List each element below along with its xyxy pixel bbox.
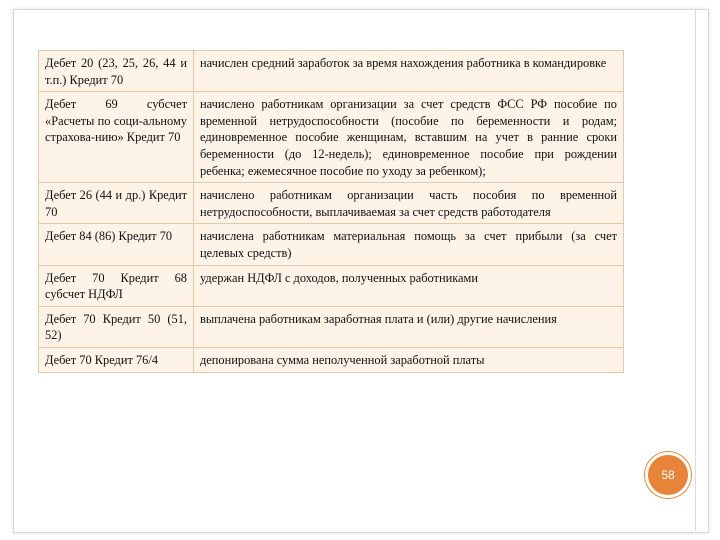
- table-row: [39, 347, 624, 372]
- account-cell: Дебет 84 (86) Кредит 70: [39, 224, 194, 265]
- description-cell: начислена работникам материальная помощь за счет прибыли (за счет целевых средств): [194, 224, 624, 265]
- postings-table-container: [38, 50, 624, 373]
- account-cell: Дебет 70 Кредит 68 субсчет НДФЛ: [39, 265, 194, 306]
- account-cell: Дебет 26 (44 и др.) Кредит 70: [39, 183, 194, 224]
- description-cell: начислено работникам организации часть пособия по временной нетрудоспособности, выплачиваемая за счет средств работодателя: [194, 183, 624, 224]
- table-row: [39, 265, 624, 306]
- table-row: [39, 51, 624, 92]
- slide-right-border: [695, 9, 708, 531]
- account-cell: Дебет 20 (23, 25, 26, 44 и т.п.) Кредит 70: [39, 51, 194, 92]
- table-row: [39, 92, 624, 183]
- postings-table: [38, 50, 624, 373]
- table-row: [39, 183, 624, 224]
- description-cell: депонирована сумма неполученной заработной платы: [194, 347, 624, 372]
- account-cell: Дебет 70 Кредит 76/4: [39, 347, 194, 372]
- description-cell: начислено работникам организации за счет средств ФСС РФ пособие по временной нетрудоспособности (пособие по беременности и родам; единовременное пособие женщинам, вставшим на учет в ранние сроки беременности (до 12-недель); единовременное пособие при рождении ребенка; ежемесячное пособие по уходу за ребенком);: [194, 92, 624, 183]
- page-number-badge: 58: [645, 452, 691, 498]
- table-row: [39, 224, 624, 265]
- account-cell: Дебет 70 Кредит 50 (51, 52): [39, 306, 194, 347]
- description-cell: выплачена работникам заработная плата и (или) другие начисления: [194, 306, 624, 347]
- description-cell: удержан НДФЛ с доходов, полученных работниками: [194, 265, 624, 306]
- table-row: [39, 306, 624, 347]
- account-cell: Дебет 69 субсчет «Расчеты по соци-альному страхова-нию» Кредит 70: [39, 92, 194, 183]
- description-cell: начислен средний заработок за время нахождения работника в командировке: [194, 51, 624, 92]
